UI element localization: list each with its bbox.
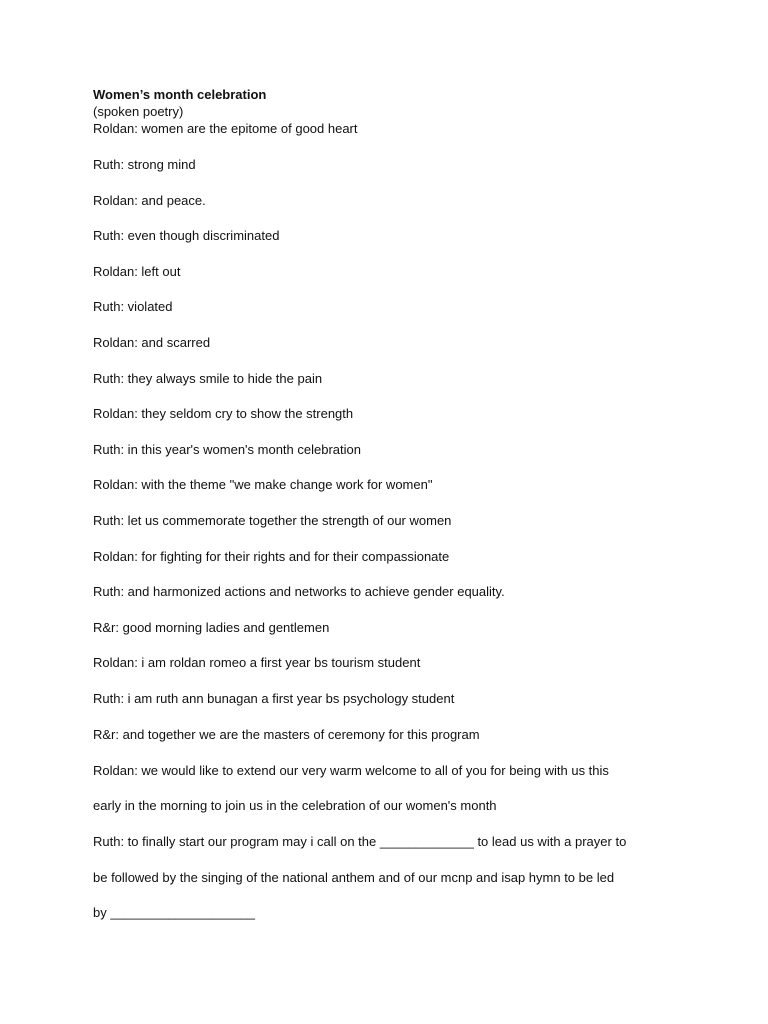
script-line: Ruth: they always smile to hide the pain — [93, 371, 323, 386]
script-line: Roldan: i am roldan romeo a first year bs tourism student — [93, 655, 421, 670]
script-line: Ruth: even though discriminated — [93, 228, 280, 243]
script-line: Roldan: with the theme "we make change work for women" — [93, 477, 433, 492]
script-line: Ruth: let us commemorate together the strength of our women — [93, 513, 452, 528]
document-subtitle: (spoken poetry) — [93, 104, 184, 119]
script-line: by ____________________ — [93, 905, 255, 920]
script-line: Roldan: we would like to extend our very warm welcome to all of you for being with us this — [93, 763, 609, 778]
script-line: Roldan: women are the epitome of good heart — [93, 121, 358, 136]
script-line: Ruth: and harmonized actions and networks to achieve gender equality. — [93, 584, 505, 599]
script-line: Roldan: and scarred — [93, 335, 211, 350]
script-line: R&r: good morning ladies and gentlemen — [93, 620, 330, 635]
document-header — [93, 86, 693, 120]
script-line: R&r: and together we are the masters of ceremony for this program — [93, 727, 480, 742]
script-line: Roldan: left out — [93, 264, 181, 279]
script-line: Roldan: they seldom cry to show the strength — [93, 406, 354, 421]
script-line: early in the morning to join us in the celebration of our women's month — [93, 798, 497, 813]
script-line: Roldan: and peace. — [93, 193, 206, 208]
script-line: Roldan: for fighting for their rights and for their compassionate — [93, 549, 450, 564]
script-line: Ruth: to finally start our program may i call on the _____________ to lead us with a prayer to — [93, 834, 627, 849]
script-line: Ruth: in this year's women's month celebration — [93, 442, 361, 457]
script-line: Ruth: i am ruth ann bunagan a first year bs psychology student — [93, 691, 455, 706]
script-line: be followed by the singing of the national anthem and of our mcnp and isap hymn to be led — [93, 870, 615, 885]
document-title: Women’s month celebration — [93, 87, 267, 102]
script-line: Ruth: strong mind — [93, 157, 196, 172]
script-line: Ruth: violated — [93, 299, 173, 314]
